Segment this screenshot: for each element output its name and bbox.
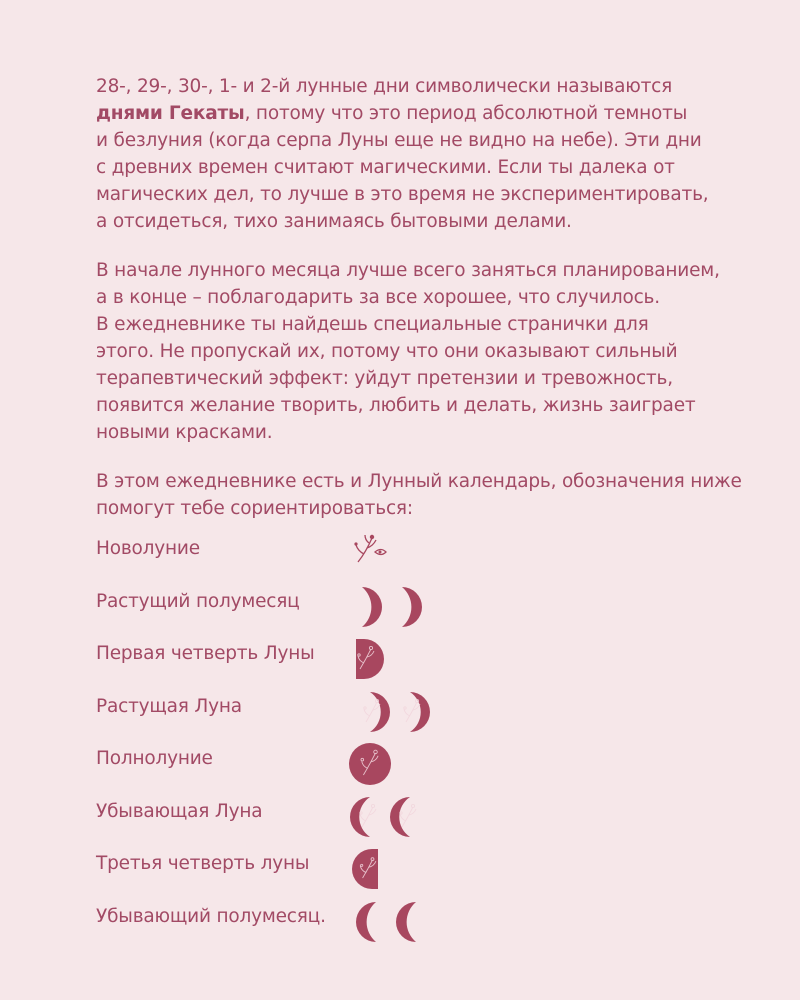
- legend-label: Растущий полумесяц: [96, 590, 300, 612]
- legend-label: Растущая Луна: [96, 695, 242, 717]
- third-quarter-icon: [348, 845, 394, 893]
- text-line: [96, 365, 756, 392]
- legend-icons: [348, 740, 488, 788]
- text-line: [96, 468, 756, 495]
- legend-icons: [348, 635, 488, 683]
- text-line: [96, 311, 756, 338]
- first-quarter-icon: [348, 635, 394, 683]
- legend-row: [96, 583, 756, 636]
- text-segment: В ежедневнике ты найдешь специальные странички для: [96, 314, 649, 335]
- body-text: [96, 73, 756, 544]
- bold-term: днями Гекаты: [96, 103, 245, 124]
- text-segment: , потому что это период абсолютной темноты: [244, 103, 688, 124]
- text-line: [96, 208, 756, 235]
- text-line: [96, 154, 756, 181]
- legend-icons: [348, 688, 488, 736]
- legend-row: [96, 635, 756, 688]
- text-segment: В этом ежедневнике есть и Лунный календарь, обозначения ниже: [96, 471, 742, 492]
- text-line: [96, 495, 756, 522]
- legend-row: [96, 845, 756, 898]
- text-line: [96, 257, 756, 284]
- text-segment: и безлуния (когда серпа Луны еще не видно на небе). Эти дни: [96, 130, 702, 151]
- legend-row: [96, 688, 756, 741]
- text-segment: помогут тебе сориентироваться:: [96, 498, 413, 519]
- text-line: [96, 73, 756, 100]
- text-segment: с древних времен считают магическими. Если ты далека от: [96, 157, 675, 178]
- legend-label: Новолуние: [96, 538, 200, 559]
- text-segment: В начале лунного месяца лучше всего заняться планированием,: [96, 260, 720, 281]
- text-segment: этого. Не пропускай их, потому что они оказывают сильный: [96, 341, 678, 362]
- text-segment: терапевтический эффект: уйдут претензии и тревожность,: [96, 368, 673, 389]
- text-line: [96, 127, 756, 154]
- text-segment: новыми красками.: [96, 422, 273, 443]
- text-segment: а в конце – поблагодарить за все хорошее, что случилось.: [96, 287, 660, 308]
- text-segment: а отсидеться, тихо занимаясь бытовыми делами.: [96, 211, 572, 232]
- legend-icons: [348, 793, 488, 841]
- paragraph: [96, 468, 756, 522]
- waxing-crescent-icon: [388, 583, 434, 631]
- text-line: [96, 181, 756, 208]
- legend-row: [96, 740, 756, 793]
- legend-row: [96, 793, 756, 846]
- text-line: [96, 392, 756, 419]
- text-segment: 28-, 29-, 30-, 1- и 2-й лунные дни символически называются: [96, 76, 673, 97]
- paragraph: [96, 257, 756, 446]
- legend-icons: [348, 845, 488, 893]
- legend-label: Третья четверть луны: [96, 853, 310, 874]
- legend-row: [96, 530, 756, 583]
- legend-icons: [348, 530, 488, 578]
- legend-icons: [348, 898, 488, 946]
- legend-icons: [348, 583, 488, 631]
- sprig-icon: [348, 530, 394, 578]
- waxing-gibbous-icon: [388, 688, 434, 736]
- legend-label: Убывающий полумесяц.: [96, 905, 326, 927]
- moon-phase-legend: [96, 530, 756, 950]
- text-segment: появится желание творить, любить и делать, жизнь заиграет: [96, 395, 696, 416]
- legend-row: [96, 898, 756, 951]
- legend-label: Убывающая Луна: [96, 800, 263, 822]
- paragraph: [96, 73, 756, 235]
- legend-label: Полнолуние: [96, 748, 213, 769]
- text-line: [96, 419, 756, 446]
- legend-label: Первая четверть Луны: [96, 643, 315, 664]
- text-line: [96, 100, 756, 127]
- full-moon-icon: [348, 740, 394, 788]
- waning-gibbous-icon: [388, 793, 434, 841]
- text-line: [96, 338, 756, 365]
- waning-crescent-icon: [388, 898, 434, 946]
- text-segment: магических дел, то лучше в это время не экспериментировать,: [96, 184, 709, 205]
- text-line: [96, 284, 756, 311]
